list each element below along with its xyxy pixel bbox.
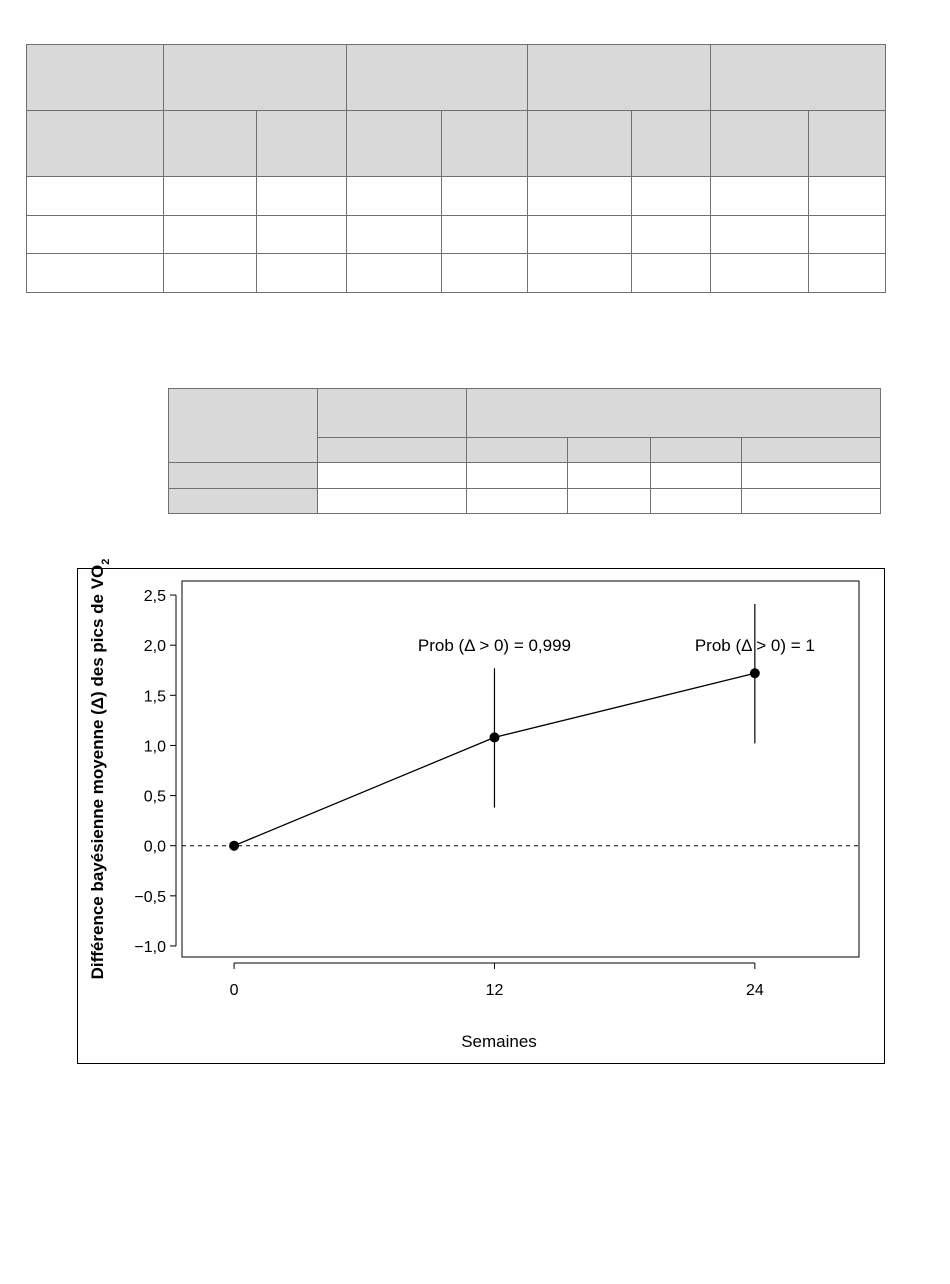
header-cell xyxy=(169,389,318,463)
table-cell xyxy=(711,254,809,293)
y-tick-label: 1,5 xyxy=(143,688,166,706)
y-tick-label: 0,0 xyxy=(143,838,166,856)
table-cell xyxy=(164,177,257,216)
y-tick-label: 0,5 xyxy=(143,788,166,806)
header-cell xyxy=(27,111,164,177)
table-row xyxy=(27,254,886,293)
chart-annotations xyxy=(418,636,815,655)
header-cell xyxy=(467,437,568,462)
table-cell xyxy=(467,463,568,488)
table-cell xyxy=(528,215,632,254)
x-axis-label: Semaines xyxy=(461,1032,537,1051)
header-cell xyxy=(442,111,528,177)
table-cell xyxy=(568,463,651,488)
header-cell xyxy=(742,437,881,462)
table-row xyxy=(169,463,881,488)
table-cell xyxy=(347,215,442,254)
table-cell xyxy=(442,177,528,216)
table-cell xyxy=(632,215,711,254)
table-row xyxy=(27,177,886,216)
table-cell xyxy=(568,488,651,513)
header-cell xyxy=(528,111,632,177)
header-cell xyxy=(257,111,347,177)
x-axis xyxy=(230,963,764,999)
table-row xyxy=(27,215,886,254)
table-cell xyxy=(809,177,886,216)
table-cell xyxy=(632,177,711,216)
x-tick-label: 12 xyxy=(485,982,504,999)
table-subheader-row xyxy=(27,111,886,177)
header-cell xyxy=(711,111,809,177)
table-header-row xyxy=(169,389,881,438)
x-tick-label: 24 xyxy=(745,982,764,999)
probability-annotation: Prob (Δ > 0) = 0,999 xyxy=(417,636,572,656)
chart-svg xyxy=(78,558,886,1065)
header-cell xyxy=(651,437,742,462)
table-cell xyxy=(164,215,257,254)
table-cell xyxy=(318,488,467,513)
row-label-cell xyxy=(169,463,318,488)
table-cell xyxy=(318,463,467,488)
table-cell xyxy=(27,177,164,216)
y-tick-label: 2,0 xyxy=(143,638,166,656)
probability-annotation: Prob (Δ > 0) = 1 xyxy=(694,636,815,656)
table-header-row xyxy=(27,45,886,111)
x-tick-label: 0 xyxy=(229,982,239,999)
table-cell xyxy=(257,215,347,254)
table-cell xyxy=(27,215,164,254)
header-cell xyxy=(809,111,886,177)
table-cell xyxy=(742,463,881,488)
header-cell xyxy=(318,437,467,462)
table-row xyxy=(169,488,881,513)
table-cell xyxy=(442,215,528,254)
header-cell xyxy=(467,389,881,438)
y-tick-label: 1,0 xyxy=(143,738,166,756)
header-cell xyxy=(164,45,347,111)
y-tick-label: 2,5 xyxy=(143,588,166,606)
results-table-top xyxy=(26,44,886,293)
table-cell xyxy=(809,215,886,254)
header-cell xyxy=(568,437,651,462)
table-cell xyxy=(528,254,632,293)
y-tick-label: −1,0 xyxy=(134,938,166,956)
table-cell xyxy=(651,463,742,488)
table-cell xyxy=(347,254,442,293)
y-axis-label: Différence bayésienne moyenne (Δ) des pics de $VO_2$ xyxy=(88,558,112,980)
y-axis xyxy=(134,588,176,956)
data-point xyxy=(489,732,499,742)
chart-figure xyxy=(77,558,885,1064)
table-cell xyxy=(809,254,886,293)
table-cell xyxy=(651,488,742,513)
table-cell xyxy=(257,254,347,293)
header-cell xyxy=(318,389,467,438)
table-cell xyxy=(711,215,809,254)
table-cell xyxy=(742,488,881,513)
header-cell xyxy=(347,45,528,111)
header-cell xyxy=(632,111,711,177)
table-cell xyxy=(164,254,257,293)
header-cell xyxy=(27,45,164,111)
header-cell xyxy=(347,111,442,177)
table-cell xyxy=(711,177,809,216)
table-cell xyxy=(257,177,347,216)
table-cell xyxy=(632,254,711,293)
table-cell xyxy=(442,254,528,293)
header-cell xyxy=(164,111,257,177)
table-cell xyxy=(27,254,164,293)
header-cell xyxy=(711,45,886,111)
data-point xyxy=(229,841,239,851)
header-cell xyxy=(528,45,711,111)
table-cell xyxy=(467,488,568,513)
data-point xyxy=(750,668,760,678)
results-table-bottom xyxy=(168,388,881,514)
y-tick-label: −0,5 xyxy=(134,888,166,906)
row-label-cell xyxy=(169,488,318,513)
table-cell xyxy=(347,177,442,216)
table-cell xyxy=(528,177,632,216)
